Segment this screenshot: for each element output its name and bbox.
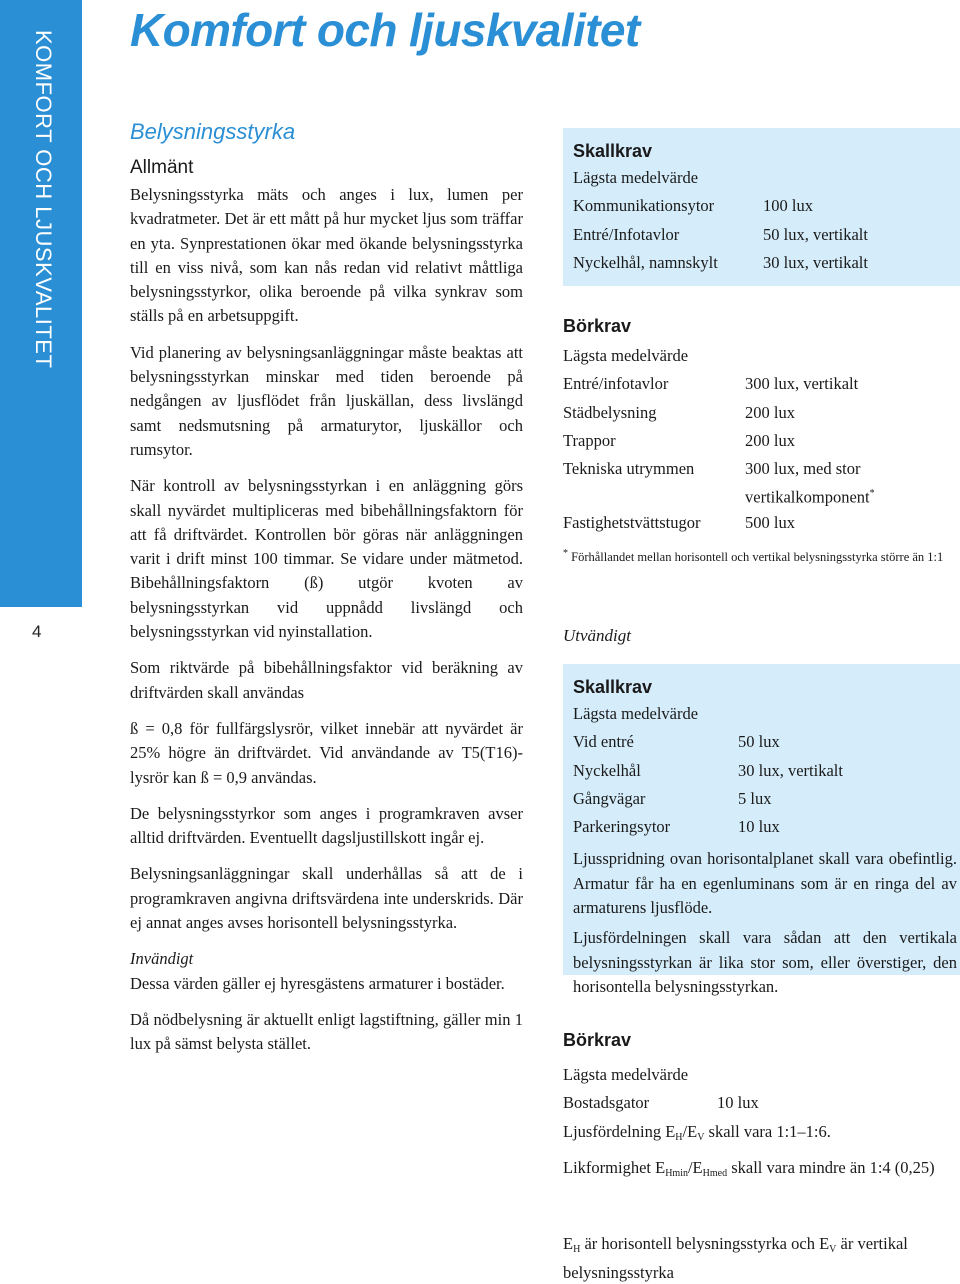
- table-row: [563, 455, 959, 483]
- borkrav-heading: Börkrav: [563, 316, 632, 336]
- table-row: [563, 1089, 959, 1117]
- bottom-note: $E_H$ är horisontell belysningsstyrka och $E_V$ är vertikal belysningsstyrka: [563, 1234, 908, 1282]
- invandigt-block: [130, 947, 523, 996]
- row-key: Entré/infotavlor: [563, 374, 669, 394]
- subheading-invandigt: Invändigt: [130, 949, 194, 969]
- table-row: [563, 399, 959, 427]
- skallkrav-heading: Skallkrav: [573, 141, 653, 161]
- row-key: Fastighetstvättstugor: [563, 512, 701, 532]
- page-number: 4: [32, 622, 42, 641]
- subheading-allmant: Allmänt: [130, 157, 194, 178]
- paragraph-1: Belysningsstyrka mäts och anges i lux, lumen per kvadratmeter. Det är ett mått på hur mycket ljus som träffar en yta. Synprestationen ökar med ökande belysningsstyrka till en viss nivå, som kan nås redan vid relativt måttliga belysningsstyrkor, olika beroende på vilka synkrav som ställs på en arbetsuppgift.: [130, 185, 523, 326]
- row-value: 10 lux: [738, 817, 780, 837]
- row-key: Tekniska utrymmen: [563, 459, 695, 479]
- table-row: [573, 728, 960, 756]
- lagsta-medelvarde-label: Lägsta medelvärde: [573, 168, 699, 187]
- lagsta-medelvarde-label: Lägsta medelvärde: [563, 346, 689, 365]
- table-row: [563, 509, 959, 537]
- footnote-marker: *: [869, 488, 875, 500]
- table-row: [573, 813, 960, 841]
- row-key: Trappor: [563, 430, 616, 450]
- borkrav-block-indoor: [563, 313, 959, 568]
- paragraph-2: Vid planering av belysningsanläggningar måste beaktas att belysningsstyrkan minskar med tiden beroende på nedgången av ljusflödet från ljuskällan, dess livslängd samt nedsmutsning på armaturytor, ljuskällor och rumsytor.: [130, 342, 523, 459]
- paragraph-7: Belysningsanläggningar skall underhållas så att de i programkraven angivna driftsvärdena inte underskrids. Där ej annat anges avses horisontell belysningsstyrka.: [130, 864, 523, 933]
- likformighet-line: Likformighet $E_{Hmin}/E_{Hmed}$ skall vara mindre än 1:4 (0,25): [563, 1157, 935, 1179]
- lagsta-medelvarde-label: Lägsta medelvärde: [573, 704, 699, 723]
- footnote-marker: *: [563, 548, 568, 560]
- footnote: * Förhållandet mellan horisontell och vertikal belysningsstyrka större än 1:1: [563, 548, 944, 565]
- sidebar-label: KOMFORT OCH LJUSKVALITET: [31, 30, 56, 369]
- table-row: [573, 249, 960, 277]
- row-value: 50 lux, vertikalt: [763, 224, 868, 244]
- paragraph-3: När kontroll av belysningsstyrkan i en anläggning görs skall nyvärdet multipliceras med bibehållningsfaktorn för att få driftvärdet. Kontrollen bör göras när anläggningen varit i drift minst 100 timmar. Se vidare under mätmetod. Bibehållningsfaktorn (ß) utgör kvoten av belysningsstyrkan vid uppnådd livslängd och belysningsstyrkan vid nyinstallation.: [130, 476, 523, 642]
- row-value: 10 lux: [717, 1093, 759, 1113]
- row-value: 200 lux: [745, 402, 795, 422]
- skallkrav-heading: Skallkrav: [573, 677, 653, 697]
- row-key: Nyckelhål, namnskylt: [573, 252, 718, 272]
- row-value: 200 lux: [745, 430, 795, 450]
- paragraph-5: ß = 0,8 för fullfärgslysrör, vilket innebär att nyvärdet är 25% högre än driftvärdet. Vid användande av T5(T16)-lysrör kan ß = 0,9 användas.: [130, 718, 523, 787]
- table-row: [563, 427, 959, 455]
- row-key: Vid entré: [573, 732, 634, 752]
- table-row-continuation: [563, 483, 959, 509]
- page-title: Komfort och ljuskvalitet: [130, 4, 640, 56]
- row-key: Städbelysning: [563, 402, 657, 422]
- row-value: 30 lux, vertikalt: [738, 760, 843, 780]
- row-value: 100 lux: [763, 196, 813, 216]
- row-value: 5 lux: [738, 788, 772, 808]
- row-key: Entré/Infotavlor: [573, 224, 680, 244]
- table-row: [573, 192, 960, 220]
- row-value: 300 lux, vertikalt: [745, 374, 859, 394]
- row-value: 30 lux, vertikalt: [763, 252, 868, 272]
- left-column: [130, 118, 523, 1069]
- row-value: 50 lux: [738, 732, 780, 752]
- paragraph-8: Dessa värden gäller ej hyresgästens armaturer i bostäder.: [130, 973, 505, 993]
- box-paragraph-2: Ljusfördelningen skall vara sådan att den vertikala belysningsstyrkan är lika stor som, eller överstiger, den horisontella belysningsstyrkan.: [573, 928, 957, 996]
- skallkrav-box-outdoor: [563, 664, 960, 996]
- row-key: Parkeringsytor: [573, 817, 671, 837]
- paragraph-9: Då nödbelysning är aktuellt enligt lagstiftning, gäller min 1 lux på sämst belysta stället.: [130, 1009, 523, 1054]
- box-paragraph-1: Ljusspridning ovan horisontalplanet skall vara obefintlig. Armatur får ha en egenluminans som är en ringa del av armaturens ljusflöde.: [573, 849, 957, 918]
- row-value: vertikalkomponent*: [745, 487, 875, 507]
- table-row: [563, 370, 959, 398]
- table-row: [573, 757, 960, 785]
- borkrav-heading: Börkrav: [563, 1030, 632, 1050]
- ljusfordelning-line: Ljusfördelning $E_H/E_V$ skall vara 1:1–1:6.: [563, 1121, 831, 1143]
- table-row: [573, 785, 960, 813]
- row-key: Kommunikationsytor: [573, 196, 715, 216]
- row-key: Bostadsgator: [563, 1093, 650, 1113]
- row-key: Gångvägar: [573, 788, 646, 808]
- lagsta-medelvarde-label: Lägsta medelvärde: [563, 1065, 689, 1084]
- row-value: 300 lux, med stor: [745, 459, 861, 479]
- section-title: Belysningsstyrka: [130, 119, 296, 144]
- paragraph-6: De belysningsstyrkor som anges i programkraven avser alltid driftvärden. Eventuellt dagsljustillskott ingår ej.: [130, 803, 523, 848]
- row-key: Nyckelhål: [573, 760, 641, 780]
- row-value: 500 lux: [745, 512, 795, 532]
- borkrav-block-outdoor: [563, 1027, 959, 1186]
- subheading-utvandigt: Utvändigt: [563, 626, 631, 645]
- skallkrav-box-indoor: [563, 128, 960, 286]
- table-row: [573, 221, 960, 249]
- sidebar-band: [0, 0, 82, 607]
- paragraph-4: Som riktvärde på bibehållningsfaktor vid beräkning av driftvärden skall användas: [130, 658, 523, 702]
